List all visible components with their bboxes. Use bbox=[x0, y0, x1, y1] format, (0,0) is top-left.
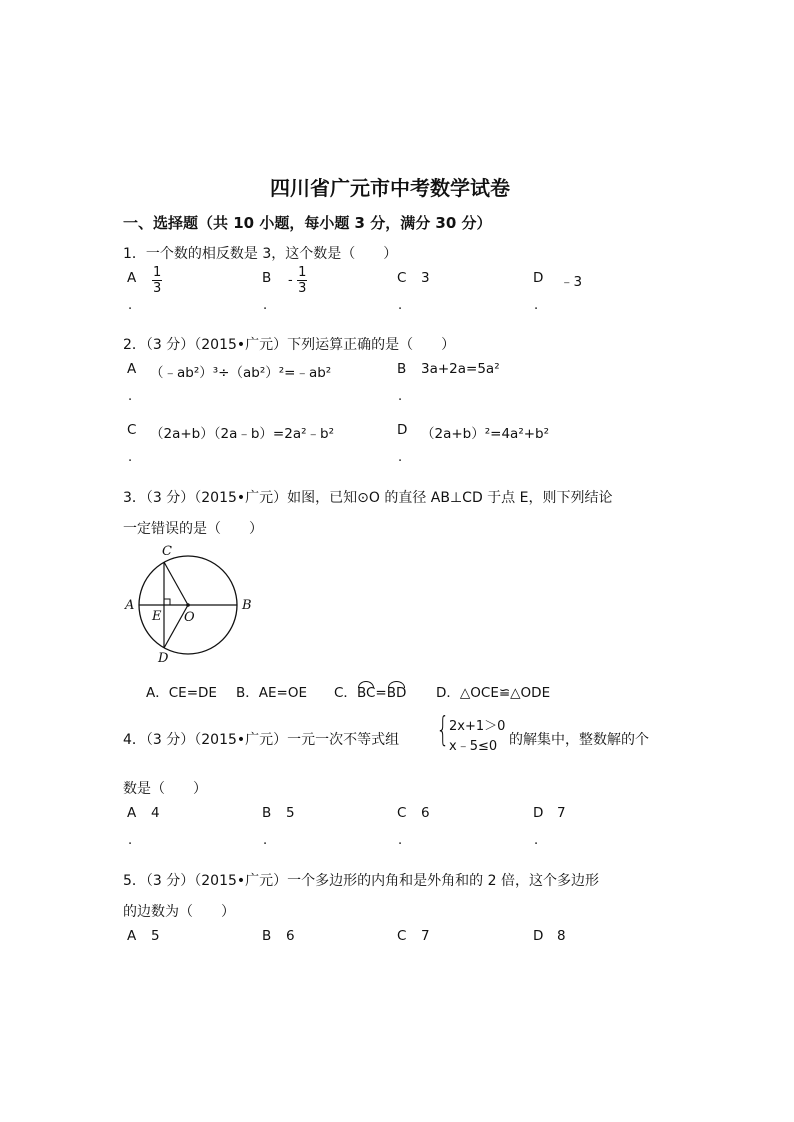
denominator: 3 bbox=[298, 281, 307, 296]
brace-icon: { bbox=[436, 710, 450, 750]
option-c-value: 6 bbox=[421, 805, 430, 821]
fraction bbox=[297, 266, 307, 295]
option-a-letter: A bbox=[127, 270, 137, 286]
option-d-letter: D bbox=[397, 422, 408, 438]
option-dot: . bbox=[534, 833, 539, 848]
option-dot: . bbox=[128, 833, 133, 848]
numerator: 1 bbox=[153, 265, 162, 280]
option-b-letter: B bbox=[397, 361, 407, 377]
arc-bd: BD bbox=[386, 685, 407, 701]
option-c-value: 7 bbox=[421, 928, 430, 944]
right-angle-mark bbox=[164, 599, 170, 605]
option-c bbox=[334, 681, 406, 701]
label-b: B bbox=[242, 598, 252, 613]
option-b-value: 5 bbox=[286, 805, 295, 821]
question-stem-line-2: 的边数为（ ） bbox=[123, 904, 235, 920]
option-b-letter: B bbox=[262, 928, 272, 944]
option-c-value: （2a+b）（2a﹣b）=2a²﹣b² bbox=[150, 426, 334, 442]
inequality-lines bbox=[449, 717, 505, 757]
question-stem-line-2: 数是（ ） bbox=[123, 781, 207, 797]
option-dot: . bbox=[398, 450, 403, 465]
option-a-value: 4 bbox=[151, 805, 160, 821]
option-dot: . bbox=[398, 833, 403, 848]
option-c-value: 3 bbox=[421, 270, 430, 286]
question-stem-line-2: 一定错误的是（ ） bbox=[123, 521, 263, 537]
question-stem-post: 的解集中，整数解的个 bbox=[509, 732, 649, 748]
label-d: D bbox=[158, 651, 169, 666]
option-a-letter: A bbox=[127, 361, 137, 377]
option-a: A．CE=DE bbox=[146, 685, 217, 701]
question-stem: 2．（3 分）（2015•广元）下列运算正确的是（ ） bbox=[123, 337, 456, 353]
inequality-2: x﹣5≤0 bbox=[449, 739, 498, 754]
option-c-letter: C bbox=[397, 805, 407, 821]
option-d-letter: D bbox=[533, 270, 544, 286]
option-a-value: （﹣ab²）³÷（ab²）²=﹣ab² bbox=[150, 365, 332, 381]
circle-figure bbox=[118, 538, 268, 668]
option-d-value: 8 bbox=[557, 928, 566, 944]
option-d-letter: D bbox=[533, 805, 544, 821]
option-c-letter: C bbox=[397, 270, 407, 286]
equals-sign: = bbox=[375, 685, 387, 701]
option-a-letter: A bbox=[127, 805, 137, 821]
option-dot: . bbox=[128, 450, 133, 465]
option-b: B．AE=OE bbox=[236, 685, 307, 701]
option-d-letter: D bbox=[533, 928, 544, 944]
option-a-letter: A bbox=[127, 928, 137, 944]
question-stem: 1．一个数的相反数是 3，这个数是（ ） bbox=[123, 246, 398, 262]
option-d: D．△OCE≌△ODE bbox=[436, 685, 551, 701]
option-b-letter: B bbox=[262, 805, 272, 821]
minus-sign: - bbox=[288, 273, 293, 288]
label-c: C bbox=[162, 544, 172, 559]
question-stem-line-1: 3．（3 分）（2015•广元）如图，已知⊙O 的直径 AB⊥CD 于点 E，则下列结论 bbox=[123, 490, 613, 506]
option-dot: . bbox=[534, 298, 539, 313]
option-d-value: ﹣3 bbox=[560, 274, 583, 290]
section-heading: 一、选择题（共 10 小题，每小题 3 分，满分 30 分） bbox=[123, 214, 492, 232]
option-dot: . bbox=[263, 298, 268, 313]
option-a-value bbox=[152, 266, 162, 295]
option-a-value: 5 bbox=[151, 928, 160, 944]
arc-bc: BC bbox=[356, 685, 376, 701]
option-dot: . bbox=[128, 389, 133, 404]
option-dot: . bbox=[398, 389, 403, 404]
option-c-prefix: C． bbox=[334, 685, 357, 701]
option-b-value: 3a+2a=5a² bbox=[421, 361, 500, 377]
option-dot: . bbox=[398, 298, 403, 313]
inequality-1: 2x+1＞0 bbox=[449, 719, 506, 734]
option-d-value: 7 bbox=[557, 805, 566, 821]
option-dot: . bbox=[128, 298, 133, 313]
question-stem-pre: 4．（3 分）（2015•广元）一元一次不等式组 bbox=[123, 732, 400, 748]
denominator: 3 bbox=[153, 281, 162, 296]
label-a: A bbox=[125, 598, 135, 613]
option-dot: . bbox=[263, 833, 268, 848]
option-d-value: （2a+b）²=4a²+b² bbox=[421, 426, 550, 442]
center-point bbox=[186, 603, 190, 607]
numerator: 1 bbox=[298, 265, 307, 280]
option-b-letter: B bbox=[262, 270, 272, 286]
option-c-letter: C bbox=[397, 928, 407, 944]
option-c-letter: C bbox=[127, 422, 137, 438]
fraction bbox=[152, 266, 162, 295]
label-o: O bbox=[184, 610, 195, 625]
question-stem-line-1: 5．（3 分）（2015•广元）一个多边形的内角和是外角和的 2 倍，这个多边形 bbox=[123, 873, 599, 889]
option-b-value bbox=[288, 266, 307, 295]
option-b-value: 6 bbox=[286, 928, 295, 944]
page-title: 四川省广元市中考数学试卷 bbox=[270, 176, 510, 200]
label-e: E bbox=[152, 609, 162, 624]
